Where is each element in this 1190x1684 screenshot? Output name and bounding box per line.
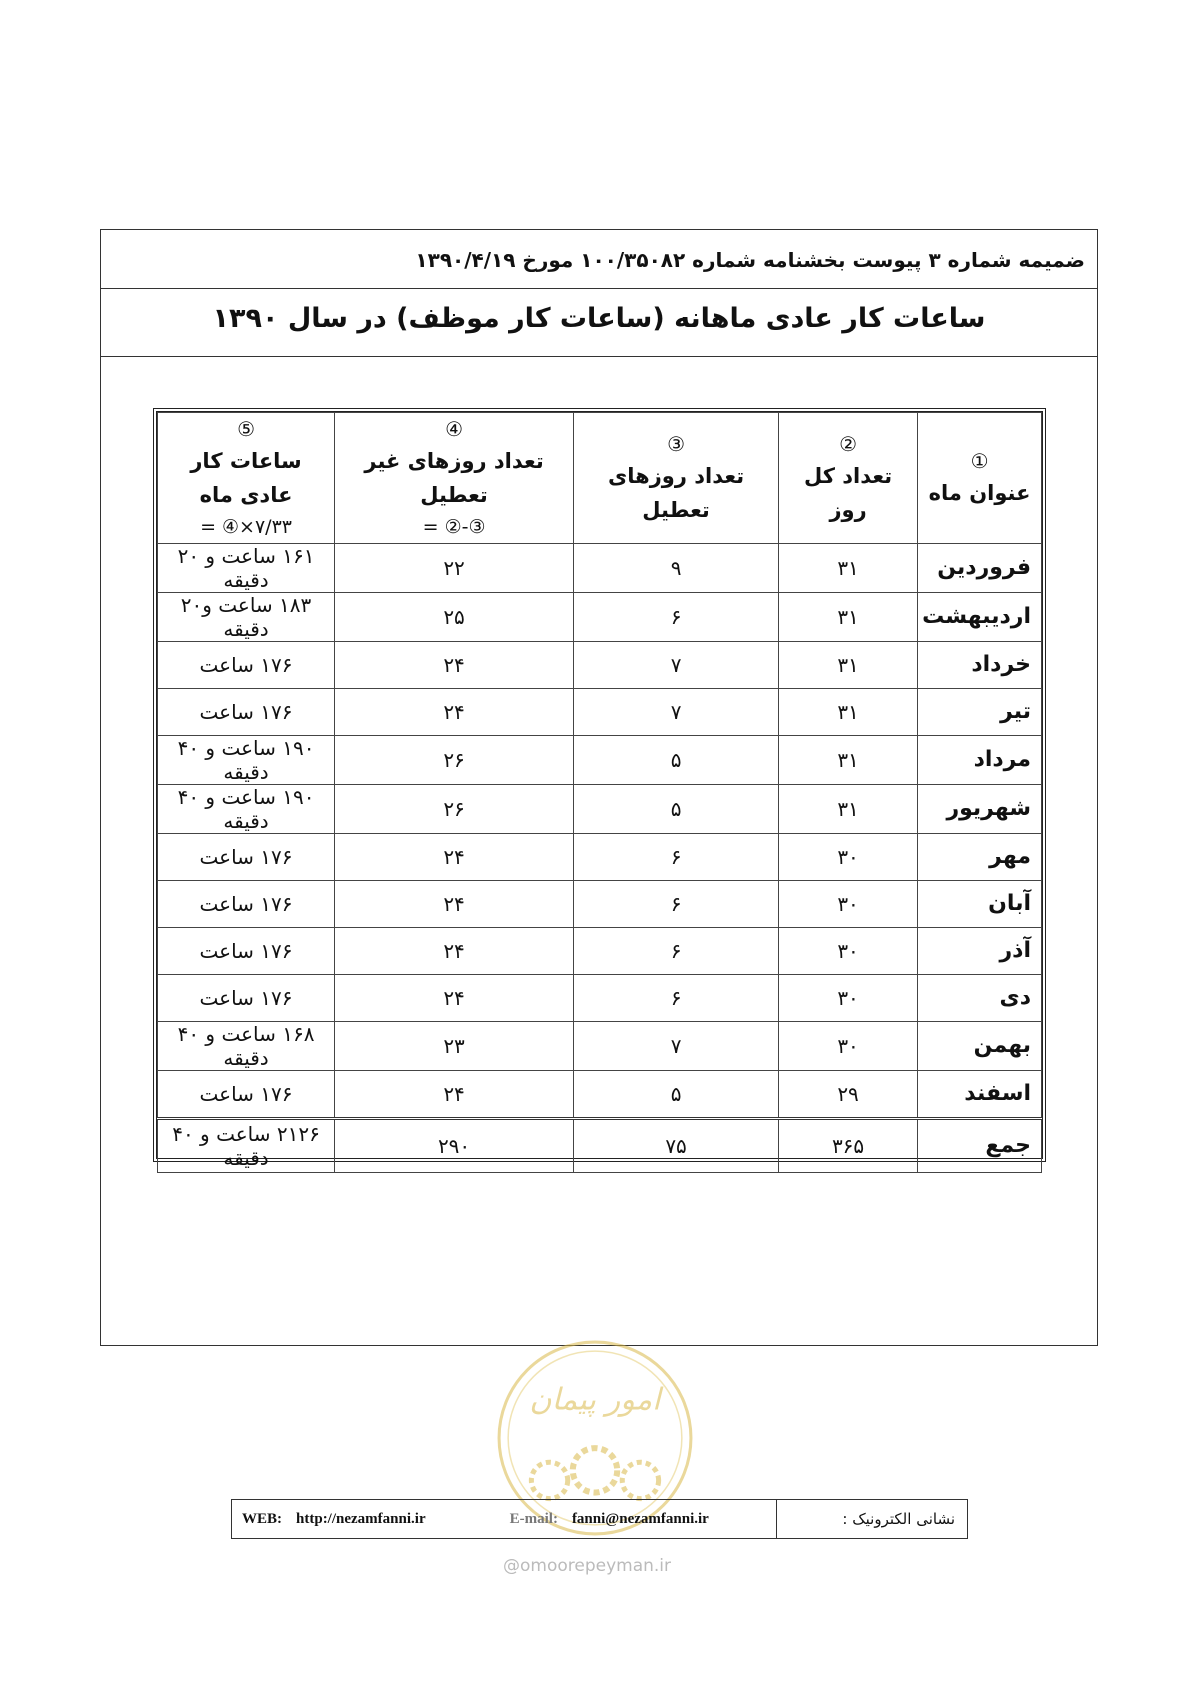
month-cell: اردیبهشت <box>918 592 1042 641</box>
table-row <box>158 927 1042 974</box>
total-days-cell: ۳۱ <box>779 735 918 784</box>
col-workdays: ④ تعداد روزهای غیر تعطیل = ②-③ <box>335 413 574 544</box>
hours-cell: ۱۶۸ ساعت و ۴۰ دقیقه <box>158 1021 335 1070</box>
month-cell: شهریور <box>918 784 1042 833</box>
table-row <box>158 543 1042 592</box>
table-row <box>158 735 1042 784</box>
hours-cell: ۱۹۰ ساعت و ۴۰ دقیقه <box>158 735 335 784</box>
workdays-cell: ۲۴ <box>335 1070 574 1118</box>
hours-cell: ۱۶۱ ساعت و ۲۰ دقیقه <box>158 543 335 592</box>
month-cell: تیر <box>918 688 1042 735</box>
month-cell: دی <box>918 974 1042 1021</box>
hours-cell: ۱۷۶ ساعت <box>158 641 335 688</box>
total-days-cell: ۳۶۵ <box>779 1118 918 1172</box>
month-cell: مهر <box>918 833 1042 880</box>
month-cell: خرداد <box>918 641 1042 688</box>
hours-cell: ۱۸۳ ساعت و۲۰ دقیقه <box>158 592 335 641</box>
total-days-cell: ۳۱ <box>779 543 918 592</box>
month-cell: جمع <box>918 1118 1042 1172</box>
hours-cell: ۱۹۰ ساعت و ۴۰ دقیقه <box>158 784 335 833</box>
workdays-cell: ۲۴ <box>335 974 574 1021</box>
table-row <box>158 592 1042 641</box>
workdays-cell: ۲۴ <box>335 641 574 688</box>
total-days-cell: ۳۰ <box>779 1021 918 1070</box>
month-cell: اسفند <box>918 1070 1042 1118</box>
web-link[interactable]: http://nezamfanni.ir <box>296 1510 426 1527</box>
workdays-cell: ۲۴ <box>335 927 574 974</box>
table-row <box>158 1070 1042 1118</box>
hours-cell: ۱۷۶ ساعت <box>158 974 335 1021</box>
workdays-cell: ۲۲ <box>335 543 574 592</box>
hours-cell: ۱۷۶ ساعت <box>158 688 335 735</box>
table-row <box>158 688 1042 735</box>
page-title: ساعات کار عادی ماهانه (ساعات کار موظف) در سال ۱۳۹۰ <box>101 289 1097 357</box>
holidays-cell: ۷ <box>574 641 779 688</box>
seal-text: امور پیمان <box>529 1382 661 1418</box>
month-cell: آبان <box>918 880 1042 927</box>
holidays-cell: ۶ <box>574 974 779 1021</box>
workdays-cell: ۲۹۰ <box>335 1118 574 1172</box>
table-row <box>158 880 1042 927</box>
total-days-cell: ۳۱ <box>779 688 918 735</box>
holidays-cell: ۵ <box>574 1070 779 1118</box>
table-header-row <box>158 413 1042 544</box>
holidays-cell: ۷۵ <box>574 1118 779 1172</box>
total-days-cell: ۳۱ <box>779 641 918 688</box>
total-days-cell: ۳۰ <box>779 974 918 1021</box>
workdays-cell: ۲۴ <box>335 833 574 880</box>
hours-cell: ۱۷۶ ساعت <box>158 880 335 927</box>
workdays-cell: ۲۳ <box>335 1021 574 1070</box>
table-row <box>158 974 1042 1021</box>
footer-links <box>232 1500 776 1538</box>
table-row <box>158 641 1042 688</box>
holidays-cell: ۶ <box>574 833 779 880</box>
total-days-cell: ۳۰ <box>779 833 918 880</box>
site-watermark-text: @omoorepeyman.ir <box>503 1556 672 1576</box>
total-days-cell: ۳۱ <box>779 784 918 833</box>
holidays-cell: ۷ <box>574 688 779 735</box>
total-days-cell: ۳۱ <box>779 592 918 641</box>
holidays-cell: ۵ <box>574 735 779 784</box>
email-label: E-mail: <box>509 1510 558 1527</box>
web-label: WEB: <box>242 1510 283 1527</box>
col-total-days: ② تعداد کل روز <box>779 413 918 544</box>
annex-line: ضمیمه شماره ۳ پیوست بخشنامه شماره ۱۰۰/۳۵۰۸۲ مورخ ۱۳۹۰/۴/۱۹ <box>101 230 1097 289</box>
holidays-cell: ۶ <box>574 592 779 641</box>
total-days-cell: ۳۰ <box>779 880 918 927</box>
table-row <box>158 1021 1042 1070</box>
address-label: نشانی الکترونیک : <box>776 1500 967 1538</box>
month-cell: مرداد <box>918 735 1042 784</box>
col-month: ① عنوان ماه <box>918 413 1042 544</box>
workdays-cell: ۲۶ <box>335 784 574 833</box>
footer-contact-box <box>231 1499 968 1539</box>
workdays-cell: ۲۴ <box>335 688 574 735</box>
month-cell: آذر <box>918 927 1042 974</box>
email-link[interactable]: fanni@nezamfanni.ir <box>571 1510 709 1527</box>
table-row <box>158 833 1042 880</box>
hours-cell: ۱۷۶ ساعت <box>158 927 335 974</box>
total-days-cell: ۳۰ <box>779 927 918 974</box>
table-total-row <box>158 1118 1042 1172</box>
total-days-cell: ۲۹ <box>779 1070 918 1118</box>
holidays-cell: ۶ <box>574 880 779 927</box>
month-cell: بهمن <box>918 1021 1042 1070</box>
table-row <box>158 784 1042 833</box>
holidays-cell: ۵ <box>574 784 779 833</box>
workdays-cell: ۲۴ <box>335 880 574 927</box>
month-cell: فروردین <box>918 543 1042 592</box>
col-hours: ⑤ ساعات کار عادی ماه = ④×۷/۳۳ <box>158 413 335 544</box>
work-hours-table <box>153 408 1046 1170</box>
holidays-cell: ۶ <box>574 927 779 974</box>
workdays-cell: ۲۶ <box>335 735 574 784</box>
hours-cell: ۱۷۶ ساعت <box>158 1070 335 1118</box>
workdays-cell: ۲۵ <box>335 592 574 641</box>
hours-cell: ۱۷۶ ساعت <box>158 833 335 880</box>
holidays-cell: ۷ <box>574 1021 779 1070</box>
hours-cell: ۲۱۲۶ ساعت و ۴۰ دقیقه <box>158 1118 335 1172</box>
col-holidays: ③ تعداد روزهای تعطیل <box>574 413 779 544</box>
holidays-cell: ۹ <box>574 543 779 592</box>
